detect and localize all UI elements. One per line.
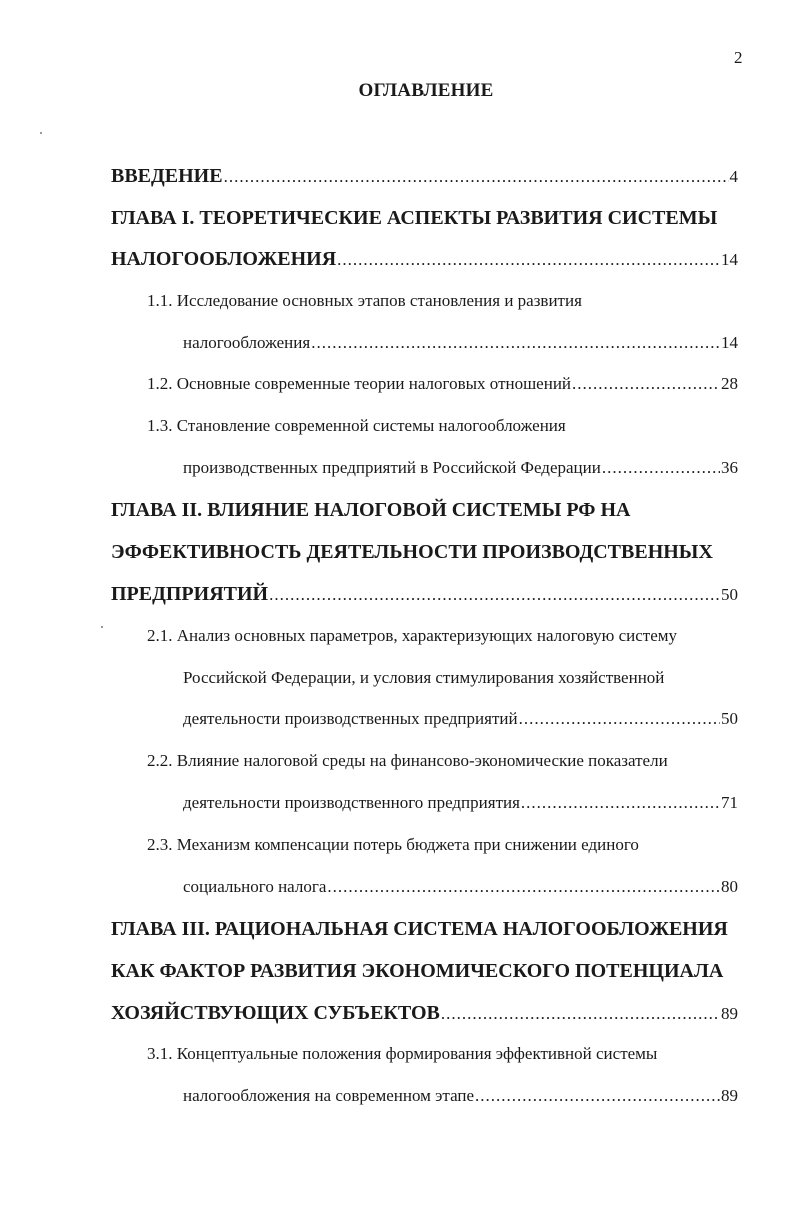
toc-page-number: 4 (729, 167, 738, 186)
page-title: ОГЛАВЛЕНИЕ (358, 80, 494, 101)
toc-chapter-1-line-2[interactable] (111, 248, 738, 271)
dot-leader (269, 585, 720, 605)
toc-entry-label: ВВЕДЕНИЕ (111, 165, 223, 187)
toc-entry-label: налогообложения (183, 333, 311, 352)
dot-leader (475, 1086, 720, 1106)
toc-entry-label: ПРЕДПРИЯТИЙ (111, 583, 269, 605)
toc-entry-label: 3.1. Концептуальные положения формирования эффективной системы (147, 1044, 658, 1063)
toc-chapter-3-line-1[interactable] (111, 918, 738, 941)
dot-leader (327, 877, 720, 897)
toc-entry-label: КАК ФАКТОР РАЗВИТИЯ ЭКОНОМИЧЕСКОГО ПОТЕНЦИАЛА (111, 960, 724, 982)
page-number: 2 (734, 48, 743, 67)
toc-section-2-3-line-2[interactable] (183, 877, 738, 897)
toc-page-number: 89 (721, 1004, 738, 1023)
toc-entry-label: производственных предприятий в Российской Федерации (183, 458, 601, 477)
toc-chapter-2-line-1[interactable] (111, 499, 738, 522)
toc-entry-label: деятельности производственных предприятий (183, 709, 518, 728)
toc-section-2-1-line-2[interactable] (183, 668, 738, 688)
dot-leader (521, 793, 720, 813)
toc-chapter-3-line-2[interactable] (111, 960, 738, 983)
dot-leader (602, 458, 720, 478)
toc-page-number: 14 (721, 250, 738, 269)
toc-entry-label: НАЛОГООБЛОЖЕНИЯ (111, 248, 337, 270)
toc-section-2-3-line-1[interactable] (147, 835, 738, 855)
toc-section-1-2[interactable] (147, 374, 738, 394)
toc-entry-label: ГЛАВА II. ВЛИЯНИЕ НАЛОГОВОЙ СИСТЕМЫ РФ НА (111, 499, 631, 521)
toc-section-2-2-line-2[interactable] (183, 793, 738, 813)
toc-entry-label: 2.3. Механизм компенсации потерь бюджета при снижении единого (147, 835, 639, 854)
toc-entry-label: социального налога (183, 877, 327, 896)
toc-entry-label: налогообложения на современном этапе (183, 1086, 475, 1105)
toc-section-1-3-line-1[interactable] (147, 416, 738, 436)
dot-leader (311, 333, 720, 353)
dot-leader (337, 250, 720, 270)
toc-page-number: 36 (721, 458, 738, 477)
toc-chapter-2-line-3[interactable] (111, 583, 738, 606)
toc-entry-label: Российской Федерации, и условия стимулирования хозяйственной (183, 668, 665, 687)
toc-page-number: 14 (721, 333, 738, 352)
toc-entry-label: ХОЗЯЙСТВУЮЩИХ СУБЪЕКТОВ (111, 1002, 440, 1024)
toc-entry-label: 2.1. Анализ основных параметров, характеризующих налоговую систему (147, 626, 677, 645)
dot-leader (441, 1004, 720, 1024)
toc-entry-label: ГЛАВА I. ТЕОРЕТИЧЕСКИЕ АСПЕКТЫ РАЗВИТИЯ СИСТЕМЫ (111, 207, 718, 229)
toc-entry-label: ГЛАВА III. РАЦИОНАЛЬНАЯ СИСТЕМА НАЛОГООБЛОЖЕНИЯ (111, 918, 728, 940)
toc-page-number: 71 (721, 793, 738, 812)
toc-page-number: 50 (721, 709, 738, 728)
toc-chapter-2-line-2[interactable] (111, 541, 738, 564)
toc-page-number: 50 (721, 585, 738, 604)
toc-section-1-1-line-1[interactable] (147, 291, 738, 311)
toc-section-3-1-line-1[interactable] (147, 1044, 738, 1064)
dot-leader (519, 709, 720, 729)
toc-entry-label: 1.3. Становление современной системы налогообложения (147, 416, 566, 435)
toc-chapter-1-line-1[interactable] (111, 207, 738, 230)
toc-entry-label: ЭФФЕКТИВНОСТЬ ДЕЯТЕЛЬНОСТИ ПРОИЗВОДСТВЕННЫХ (111, 541, 713, 563)
toc-section-2-1-line-1[interactable] (147, 626, 738, 646)
dot-leader (224, 167, 729, 187)
toc-entry-label: 1.1. Исследование основных этапов становления и развития (147, 291, 582, 310)
scan-speck (40, 132, 42, 134)
toc-entry-label: 1.2. Основные современные теории налоговых отношений (147, 374, 572, 393)
toc-section-3-1-line-2[interactable] (183, 1086, 738, 1106)
toc-section-1-1-line-2[interactable] (183, 333, 738, 353)
toc-page-number: 80 (721, 877, 738, 896)
toc-section-2-1-line-3[interactable] (183, 709, 738, 729)
toc-entry-introduction[interactable] (111, 165, 738, 188)
toc-entry-label: деятельности производственного предприятия (183, 793, 520, 812)
toc-chapter-3-line-3[interactable] (111, 1002, 738, 1025)
scan-speck (101, 626, 103, 628)
toc-page-number: 28 (721, 374, 738, 393)
toc-section-2-2-line-1[interactable] (147, 751, 738, 771)
toc-entry-label: 2.2. Влияние налоговой среды на финансово-экономические показатели (147, 751, 668, 770)
dot-leader (572, 374, 720, 394)
toc-section-1-3-line-2[interactable] (183, 458, 738, 478)
toc-page-number: 89 (721, 1086, 738, 1105)
